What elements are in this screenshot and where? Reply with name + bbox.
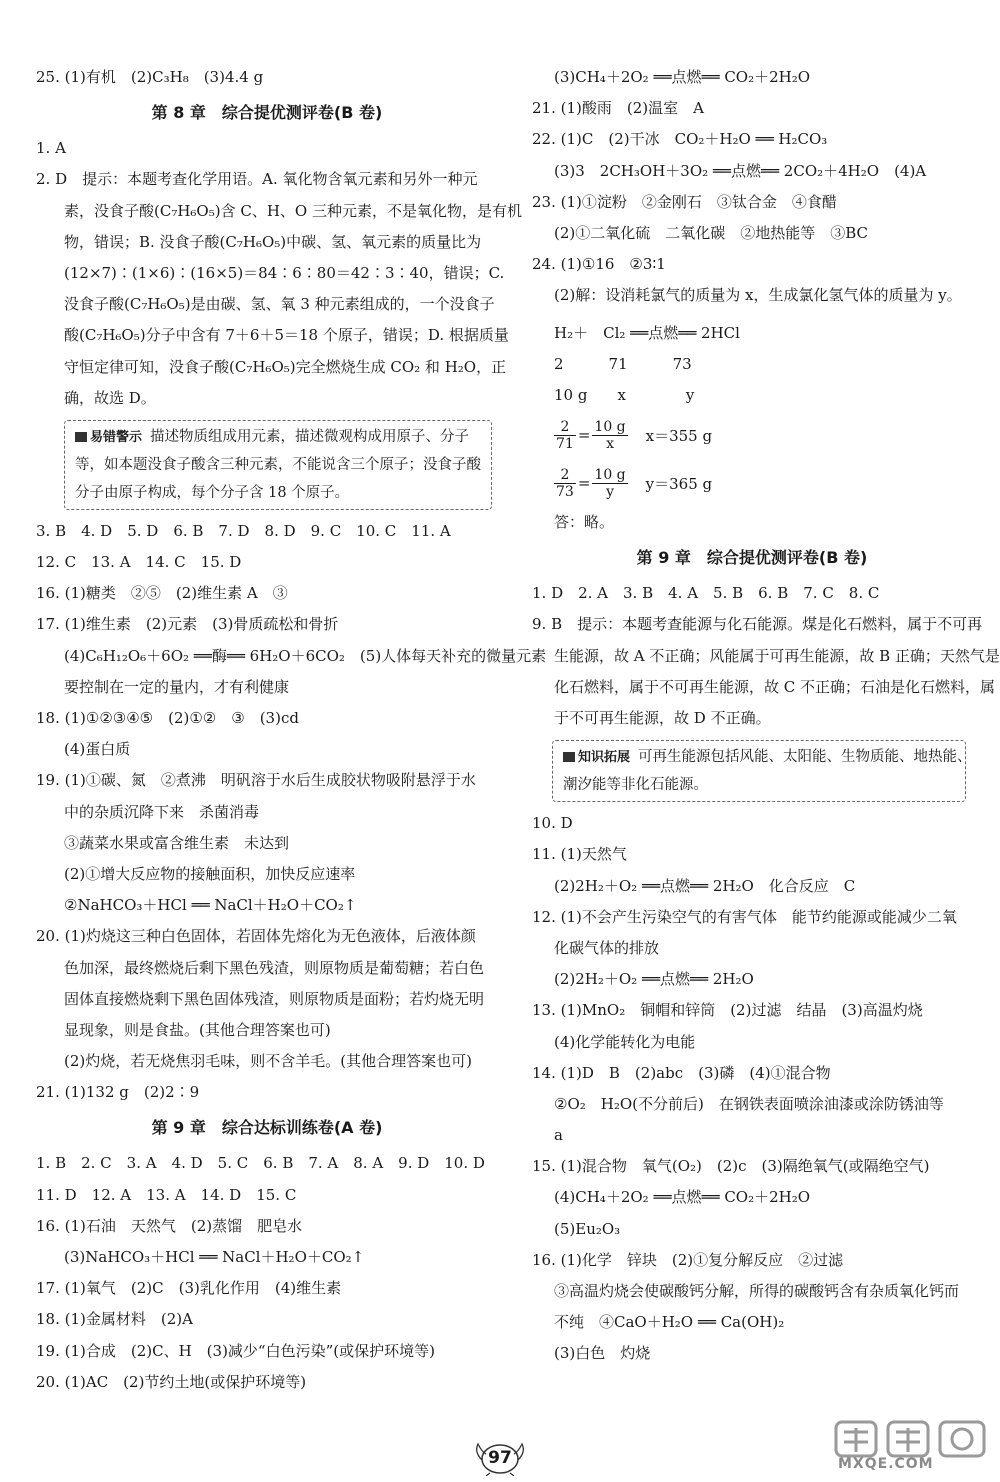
answer-line: (3)CH₄＋2O₂ ══点燃══ CO₂＋2H₂O [554, 68, 811, 86]
box-line [563, 743, 972, 771]
answer-line: 确，故选 D。 [64, 388, 156, 407]
knowledge-extension-box [552, 740, 972, 802]
answer-line: 17. (1)氧气 (2)C (3)乳化作用 (4)维生素 [36, 1279, 342, 1298]
answer-line: 19. (1)合成 (2)C、H (3)减少“白色污染”(或保护环境等) [36, 1341, 435, 1360]
box-line [75, 423, 483, 451]
box-line: 分子由原子构成，每个分子含 18 个原子。 [75, 484, 350, 501]
numerator: 10 g [594, 418, 626, 435]
fraction [554, 419, 576, 452]
answer-line: 21. (1)132 g (2)2∶9 [36, 1083, 200, 1102]
answer-line: (3)白色 灼烧 [554, 1344, 651, 1363]
answer-line: 11. (1)天然气 [532, 845, 627, 864]
page-number [472, 1440, 528, 1476]
proportion-line-x [532, 411, 972, 459]
answer-line: (12×7)∶(1×6)∶(16×5)＝84∶6∶80＝42∶3∶40，错误；C. [64, 263, 505, 282]
answer-line: 16. (1)石油 天然气 (2)蒸馏 肥皂水 [36, 1216, 303, 1235]
answer-line: ②O₂ H₂O(不分前后) 在钢铁表面喷涂油漆或涂防锈油等 [554, 1094, 944, 1113]
answer-line: 固体直接燃烧剩下黑色固体残渣，则原物质是面粉；若灼烧无明 [64, 989, 485, 1008]
answer-line: (2)解：设消耗氯气的质量为 x，生成氯化氢气体的质量为 y。 [554, 286, 962, 305]
fraction [592, 419, 627, 452]
box-text: 可再生能源包括风能、太阳能、生物质能、地热能、 [638, 749, 972, 766]
answer-line: 没食子酸(C₇H₆O₅)是由碳、氢、氧 3 种元素组成的，一个没食子 [64, 295, 495, 314]
answer-line: 显现象，则是食盐。(其他合理答案也可) [64, 1020, 331, 1039]
answer-line: 3. B 4. D 5. D 6. B 7. D 8. D 9. C 10. C 11. A [36, 521, 451, 540]
section-heading-ch9-b: 第 9 章 综合提优测评卷(B 卷) [636, 548, 868, 568]
fraction [554, 467, 576, 500]
warning-tag [75, 430, 142, 445]
answer-line: 16. (1)化学 锌块 (2)①复分解反应 ②过滤 [532, 1250, 844, 1269]
answer-line: (2)2H₂＋O₂ ══点燃══ 2H₂O [554, 970, 754, 989]
numerator: 10 g [594, 466, 626, 483]
result: x＝355 g [645, 426, 713, 445]
answer-line: 物，错误；B. 没食子酸(C₇H₆O₅)中碳、氢、氧元素的质量比为 [64, 232, 482, 251]
fraction [592, 467, 627, 500]
result: y＝365 g [645, 474, 713, 493]
answer-line: (2)①二氧化硫 二氧化碳 ②地热能等 ③BC [554, 223, 869, 242]
answer-line: 守恒定律可知，没食子酸(C₇H₆O₅)完全燃烧生成 CO₂ 和 H₂O，正 [64, 357, 507, 376]
answer-line: (4)CH₄＋2O₂ ══点燃══ CO₂＋2H₂O [554, 1188, 811, 1207]
warning-tag-label: 易错警示 [90, 429, 143, 445]
answer-line: 9. B 提示：本题考查能源与化石能源。煤是化石燃料，属于不可再 [532, 615, 983, 634]
equation-line: 2 71 73 [554, 354, 692, 373]
answer-line: (4)蛋白质 [64, 740, 131, 759]
equals-sign: = [577, 474, 591, 493]
answer-line: ③蔬菜水果或富含维生素 未达到 [64, 833, 290, 852]
answer-line: 10. D [532, 814, 573, 833]
section-heading-ch8-b: 第 8 章 综合提优测评卷(B 卷) [151, 103, 383, 123]
answer-line: 11. D 12. A 13. A 14. D 15. C [36, 1185, 297, 1204]
box-line: 等，如本题没食子酸含三种元素，不能说含三个原子；没食子酸 [75, 456, 481, 473]
numerator: 2 [554, 467, 576, 484]
answer-line: 13. (1)MnO₂ 铜帽和锌筒 (2)过滤 结晶 (3)高温灼烧 [532, 1001, 923, 1020]
box-line: 潮汐能等非化石能源。 [563, 777, 708, 794]
answer-line: 19. (1)①碳、氮 ②煮沸 明矾溶于水后生成胶状物吸附悬浮于水 [36, 771, 476, 790]
box-text: 描述物质组成用元素，描述微观构成用原子、分子 [150, 428, 470, 445]
watermark-url: MXQE.COM [838, 1456, 934, 1472]
answer-line: 12. (1)不会产生污染空气的有害气体 能节约能源或能减少二氧 [532, 907, 957, 926]
answer-line: (2)2H₂＋O₂ ══点燃══ 2H₂O 化合反应 C [554, 876, 856, 895]
answer-line: 中的杂质沉降下来 杀菌消毒 [64, 802, 260, 821]
answer-line: 化石燃料，属于不可再生能源，故 C 不正确；石油是化石燃料，属 [554, 677, 996, 696]
answer-line: 1. D 2. A 3. B 4. A 5. B 6. B 7. C 8. C [532, 584, 880, 603]
answer-line: 不纯 ④CaO＋H₂O ══ Ca(OH)₂ [554, 1313, 785, 1332]
answer-line: 化碳气体的排放 [554, 938, 660, 957]
answer-line: 20. (1)AC (2)节约土地(或保护环境等) [36, 1372, 307, 1391]
tag-icon [563, 752, 575, 762]
answer-line: ②NaHCO₃＋HCl ══ NaCl＋H₂O＋CO₂↑ [64, 896, 357, 915]
knowledge-tag-label: 知识拓展 [578, 750, 631, 766]
numerator: 2 [554, 419, 576, 436]
answer-line: 20. (1)灼烧这三种白色固体，若固体先熔化为无色液体，后液体颜 [36, 927, 476, 946]
answer-line: 答：略。 [554, 513, 615, 532]
answer-line: 16. (1)糖类 ②⑤ (2)维生素 A ③ [36, 584, 288, 603]
page-number-text: 97 [488, 1448, 512, 1468]
answer-line: 23. (1)①淀粉 ②金刚石 ③钛合金 ④食醋 [532, 192, 837, 211]
answer-line: (3)NaHCO₃＋HCl ══ NaCl＋H₂O＋CO₂↑ [64, 1248, 365, 1266]
left-column [36, 62, 547, 1398]
tag-icon [75, 432, 87, 442]
watermark-logo [832, 1420, 992, 1476]
answer-line: (2)灼烧，若无烧焦羽毛味，则不含羊毛。(其他合理答案也可) [64, 1052, 472, 1071]
section-heading-ch9-a: 第 9 章 综合达标训练卷(A 卷) [151, 1118, 383, 1138]
denominator: 73 [556, 483, 574, 500]
equals-sign: = [577, 426, 591, 445]
equation-line: H₂＋ Cl₂ ══点燃══ 2HCl [554, 323, 740, 342]
answer-line: (4)化学能转化为电能 [554, 1032, 696, 1051]
answer-line: 酸(C₇H₆O₅)分子中含有 7＋6＋5＝18 个原子，错误；D. 根据质量 [64, 326, 509, 345]
watermark-logo-icon [832, 1420, 992, 1460]
knowledge-tag [563, 750, 630, 765]
answer-line: ③高温灼烧会使碳酸钙分解，所得的碳酸钙含有杂质氧化钙而 [554, 1282, 960, 1300]
right-column [532, 62, 1000, 1370]
denominator: y [606, 483, 614, 500]
answer-line: 要控制在一定的量内，才有利健康 [64, 677, 290, 696]
proportion-line-y [532, 459, 972, 507]
answer-line: 1. A [36, 139, 66, 158]
error-warning-box [64, 420, 492, 510]
denominator: x [606, 435, 614, 452]
answer-line: 2. D 提示：本题考查化学用语。A. 氧化物含氧元素和另外一种元 [36, 170, 478, 189]
answer-line: 生能源，故 A 不正确；风能属于可再生能源，故 B 正确；天然气是 [554, 646, 1000, 665]
answer-line: 18. (1)金属材料 (2)A [36, 1310, 193, 1329]
answer-line: 15. (1)混合物 氧气(O₂) (2)c (3)隔绝氧气(或隔绝空气) [532, 1157, 930, 1176]
answer-line: 12. C 13. A 14. C 15. D [36, 553, 242, 572]
answer-line: 18. (1)①②③④⑤ (2)①② ③ (3)cd [36, 709, 299, 727]
answer-line: 色加深，最终燃烧后剩下黑色残渣，则原物质是葡萄糖；若白色 [64, 958, 485, 977]
answer-line: 25. (1)有机 (2)C₃H₈ (3)4.4 g [36, 68, 264, 86]
answer-line: (5)Eu₂O₃ [554, 1219, 621, 1238]
answer-line: 24. (1)①16 ②3∶1 [532, 255, 666, 274]
answer-line: 1. B 2. C 3. A 4. D 5. C 6. B 7. A 8. A 9. D 10. D [36, 1154, 485, 1173]
answer-line: 14. (1)D B (2)abc (3)磷 (4)①混合物 [532, 1063, 831, 1082]
equation-line: 10 g x y [554, 385, 695, 404]
answer-line: 22. (1)C (2)干冰 CO₂＋H₂O ══ H₂CO₃ [532, 130, 828, 149]
answer-line: 素，没食子酸(C₇H₆O₅)含 C、H、O 三种元素，不是氧化物，是有机 [64, 201, 522, 220]
answer-line: (4)C₆H₁₂O₆＋6O₂ ══酶══ 6H₂O＋6CO₂ (5)人体每天补充的微量元素 [64, 646, 547, 665]
answer-line: a [554, 1126, 563, 1145]
answer-line: 于不可再生能源，故 D 不正确。 [554, 709, 771, 727]
denominator: 71 [556, 435, 574, 452]
answer-line: 17. (1)维生素 (2)元素 (3)骨质疏松和骨折 [36, 615, 339, 634]
answer-line: 21. (1)酸雨 (2)温室 A [532, 99, 704, 118]
answer-line: (3)3 2CH₃OH＋3O₂ ══点燃══ 2CO₂＋4H₂O (4)A [554, 161, 927, 180]
answer-line: (2)①增大反应物的接触面积，加快反应速率 [64, 864, 356, 883]
